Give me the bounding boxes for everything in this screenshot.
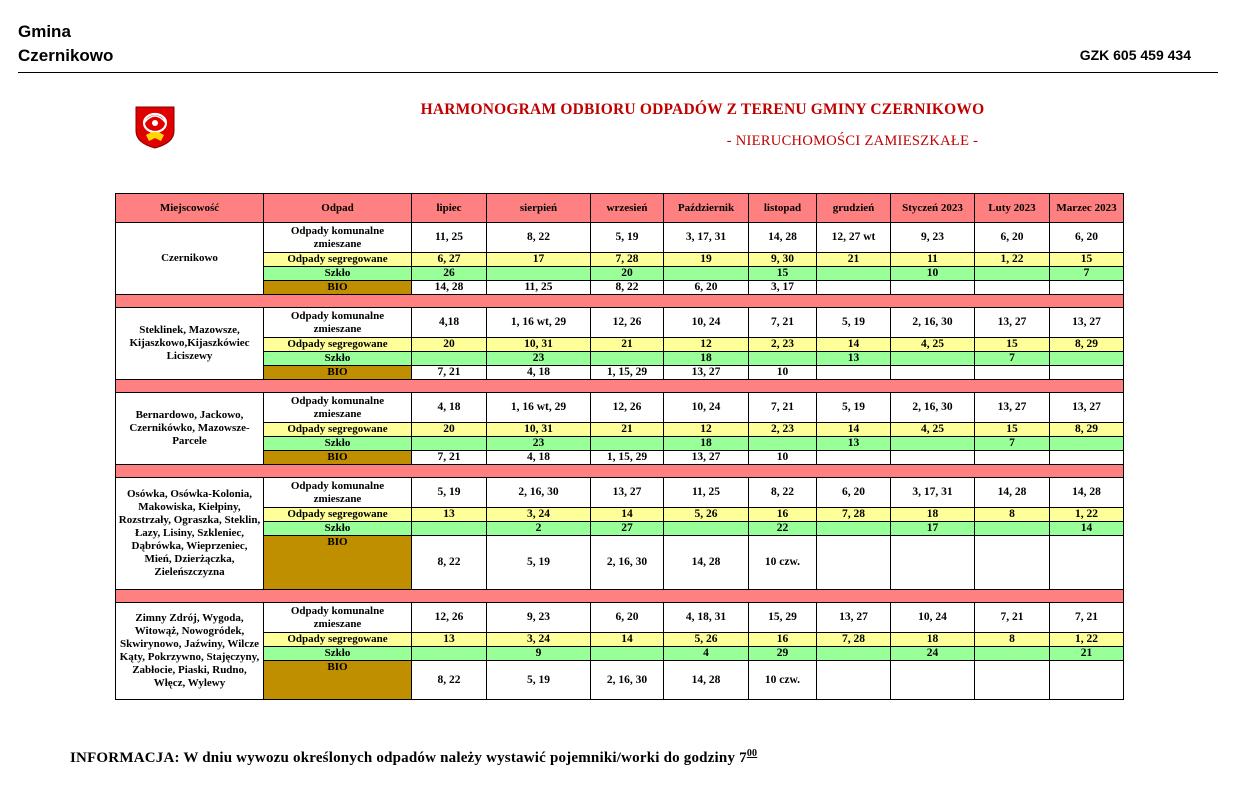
date-cell: 8, 22 [591,281,664,295]
document-title: HARMONOGRAM ODBIORU ODPADÓW Z TERENU GMINY CZERNIKOWO [420,101,985,118]
date-cell: 8, 29 [1050,423,1124,437]
date-cell: 9, 23 [891,223,975,253]
waste-type-cell: Odpady komunalne zmieszane [264,308,412,338]
date-cell: 7, 28 [817,633,891,647]
group-separator-row [116,380,1124,393]
waste-type-cell: BIO [264,451,412,465]
table-row [116,352,1124,366]
date-cell: 4 [664,647,749,661]
date-cell: 7 [975,437,1050,451]
date-cell: 13 [412,633,487,647]
header-month: grudzień [817,194,891,223]
date-cell: 27 [591,522,664,536]
date-cell [891,281,975,295]
date-cell [817,281,891,295]
date-cell [891,536,975,590]
date-cell: 19 [664,253,749,267]
date-cell [591,647,664,661]
date-cell: 12, 27 wt [817,223,891,253]
date-cell: 2, 16, 30 [487,478,591,508]
date-cell: 14, 28 [975,478,1050,508]
date-cell: 5, 19 [817,393,891,423]
date-cell: 14, 28 [664,661,749,700]
location-cell: Czernikowo [116,223,264,295]
date-cell [487,267,591,281]
date-cell: 17 [891,522,975,536]
date-cell: 12 [664,338,749,352]
date-cell: 21 [817,253,891,267]
date-cell: 1, 15, 29 [591,366,664,380]
date-cell [412,352,487,366]
table-row [116,536,1124,590]
waste-type-cell: Odpady komunalne zmieszane [264,603,412,633]
date-cell: 14, 28 [1050,478,1124,508]
municipality-line1: Gmina [18,22,71,41]
date-cell: 2, 23 [749,338,817,352]
date-cell: 10 [891,267,975,281]
date-cell [591,437,664,451]
date-cell: 13, 27 [1050,393,1124,423]
date-cell: 21 [1050,647,1124,661]
date-cell [749,352,817,366]
date-cell: 13 [817,437,891,451]
header-month: Luty 2023 [975,194,1050,223]
date-cell: 6, 20 [1050,223,1124,253]
date-cell [1050,536,1124,590]
date-cell [817,522,891,536]
date-cell: 21 [591,338,664,352]
waste-type-cell: Odpady segregowane [264,633,412,647]
contact-phone: GZK 605 459 434 [1079,47,1191,63]
date-cell: 1, 16 wt, 29 [487,308,591,338]
date-cell: 10, 31 [487,423,591,437]
date-cell: 12 [664,423,749,437]
date-cell: 14 [591,633,664,647]
header-month: lipiec [412,194,487,223]
date-cell: 15 [975,338,1050,352]
date-cell: 13 [817,352,891,366]
date-cell: 2, 23 [749,423,817,437]
date-cell: 20 [591,267,664,281]
location-cell: Bernardowo, Jackowo, Czernikówko, Mazowsze-Parcele [116,393,264,465]
location-cell: Osówka, Osówka-Kolonia, Makowiska, Kiełpiny, Rozstrzały, Ograszka, Steklin, Łazy, Lisiny, Szkleniec, Dąbrówka, Wieprzeniec, Mień, Dzierżączka, Zieleńszczyzna [116,478,264,590]
date-cell: 6, 20 [975,223,1050,253]
date-cell: 11, 25 [412,223,487,253]
date-cell [975,647,1050,661]
date-cell: 4, 18 [412,393,487,423]
date-cell: 20 [412,423,487,437]
waste-type-cell: Szkło [264,352,412,366]
date-cell [817,647,891,661]
date-cell [975,267,1050,281]
date-cell: 8, 22 [412,536,487,590]
separator-cell [116,590,1124,603]
group-separator-row [116,465,1124,478]
table-row [116,366,1124,380]
date-cell: 7, 21 [1050,603,1124,633]
date-cell: 13, 27 [817,603,891,633]
date-cell: 7 [1050,267,1124,281]
date-cell: 13, 27 [664,451,749,465]
date-cell: 5, 19 [487,661,591,700]
waste-type-cell: Szkło [264,647,412,661]
table-row [116,267,1124,281]
waste-type-cell: BIO [264,281,412,295]
info-text: INFORMACJA: W dniu wywozu określonych odpadów należy wystawić pojemniki/worki do godziny 7 [70,750,747,766]
date-cell: 7, 28 [817,508,891,522]
date-cell: 13, 27 [1050,308,1124,338]
header-month: listopad [749,194,817,223]
date-cell: 5, 26 [664,508,749,522]
date-cell: 12, 26 [412,603,487,633]
date-cell: 3, 17 [749,281,817,295]
waste-type-cell: Odpady komunalne zmieszane [264,478,412,508]
date-cell: 3, 24 [487,508,591,522]
date-cell [891,661,975,700]
date-cell: 6, 20 [817,478,891,508]
table-row [116,223,1124,253]
waste-type-cell: Szkło [264,267,412,281]
date-cell: 3, 24 [487,633,591,647]
waste-type-cell: Odpady komunalne zmieszane [264,393,412,423]
date-cell: 4, 18, 31 [664,603,749,633]
date-cell: 4, 18 [487,451,591,465]
waste-type-cell: Odpady segregowane [264,253,412,267]
date-cell: 14 [591,508,664,522]
date-cell: 18 [664,352,749,366]
waste-type-cell: Szkło [264,437,412,451]
header-waste: Odpad [264,194,412,223]
table-row [116,338,1124,352]
date-cell: 15, 29 [749,603,817,633]
date-cell [412,522,487,536]
table-row [116,253,1124,267]
date-cell: 18 [664,437,749,451]
date-cell [664,267,749,281]
table-row [116,508,1124,522]
date-cell: 6, 20 [664,281,749,295]
date-cell [891,437,975,451]
waste-type-cell: Odpady komunalne zmieszane [264,223,412,253]
waste-type-cell: Odpady segregowane [264,423,412,437]
date-cell: 13, 27 [664,366,749,380]
date-cell [412,437,487,451]
date-cell [891,451,975,465]
document-subtitle: - NIERUCHOMOŚCI ZAMIESZKAŁE - [726,133,979,149]
date-cell: 2, 16, 30 [891,393,975,423]
date-cell: 10 [749,451,817,465]
header-month: Styczeń 2023 [891,194,975,223]
date-cell: 7, 21 [412,451,487,465]
date-cell [975,536,1050,590]
waste-type-cell: BIO [264,366,412,380]
date-cell: 26 [412,267,487,281]
date-cell: 11, 25 [664,478,749,508]
date-cell: 12, 26 [591,308,664,338]
waste-type-cell: Odpady segregowane [264,338,412,352]
date-cell: 7, 21 [749,308,817,338]
table-row [116,647,1124,661]
table-row [116,423,1124,437]
header-location: Miejscowość [116,194,264,223]
date-cell: 3, 17, 31 [891,478,975,508]
location-cell: Zimny Zdrój, Wygoda, Witowąż, Nowogródek, Skwirynowo, Jaźwiny, Wilcze Kąty, Pokrzywno, Stajęczyny, Zabłocie, Piaski, Rudno, Włęcz, Wylewy [116,603,264,700]
date-cell: 7, 21 [975,603,1050,633]
date-cell: 6, 20 [591,603,664,633]
date-cell: 4, 25 [891,338,975,352]
group-separator-row [116,295,1124,308]
date-cell: 5, 19 [412,478,487,508]
date-cell: 13, 27 [975,393,1050,423]
separator-cell [116,380,1124,393]
date-cell: 1, 16 wt, 29 [487,393,591,423]
date-cell: 13, 27 [975,308,1050,338]
date-cell [817,661,891,700]
date-cell: 1, 15, 29 [591,451,664,465]
schedule-body [116,223,1124,700]
date-cell [1050,661,1124,700]
date-cell [817,267,891,281]
date-cell: 18 [891,508,975,522]
date-cell: 15 [975,423,1050,437]
table-row [116,393,1124,423]
table-row [116,437,1124,451]
separator-cell [116,295,1124,308]
municipality-name [18,20,113,68]
date-cell: 10 czw. [749,536,817,590]
header-month: Marzec 2023 [1050,194,1124,223]
date-cell [1050,437,1124,451]
header-divider [18,72,1218,73]
date-cell: 21 [591,423,664,437]
date-cell: 8, 29 [1050,338,1124,352]
location-cell: Steklinek, Mazowsze, Kijaszkowo,Kijaszkówiec Liciszewy [116,308,264,380]
date-cell: 18 [891,633,975,647]
table-header-row [116,194,1124,223]
date-cell [817,536,891,590]
date-cell: 17 [487,253,591,267]
date-cell: 10, 31 [487,338,591,352]
date-cell: 10 [749,366,817,380]
date-cell: 14 [817,423,891,437]
date-cell [1050,281,1124,295]
table-row [116,603,1124,633]
date-cell: 9 [487,647,591,661]
table-row [116,522,1124,536]
date-cell: 4,18 [412,308,487,338]
date-cell [1050,451,1124,465]
date-cell: 13 [412,508,487,522]
date-cell: 23 [487,352,591,366]
date-cell [817,451,891,465]
date-cell [817,366,891,380]
date-cell: 10, 24 [891,603,975,633]
date-cell: 23 [487,437,591,451]
date-cell: 7 [975,352,1050,366]
table-row [116,308,1124,338]
date-cell: 29 [749,647,817,661]
municipality-line2: Czernikowo [18,46,114,65]
date-cell: 11, 25 [487,281,591,295]
date-cell: 16 [749,508,817,522]
waste-type-cell: Odpady segregowane [264,508,412,522]
date-cell: 14 [817,338,891,352]
header-month: Październik [664,194,749,223]
date-cell: 20 [412,338,487,352]
date-cell: 1, 22 [975,253,1050,267]
header-month: sierpień [487,194,591,223]
date-cell: 8, 22 [412,661,487,700]
table-row [116,281,1124,295]
date-cell: 14, 28 [412,281,487,295]
date-cell: 5, 19 [591,223,664,253]
date-cell: 2, 16, 30 [891,308,975,338]
date-cell: 13, 27 [591,478,664,508]
date-cell [975,281,1050,295]
info-note [70,748,757,767]
date-cell [975,451,1050,465]
date-cell: 7, 28 [591,253,664,267]
table-row [116,661,1124,700]
date-cell: 4, 18 [487,366,591,380]
date-cell: 5, 19 [817,308,891,338]
date-cell: 22 [749,522,817,536]
collection-schedule-table [115,193,1124,700]
date-cell: 11 [891,253,975,267]
date-cell: 5, 26 [664,633,749,647]
date-cell: 14, 28 [749,223,817,253]
date-cell: 9, 23 [487,603,591,633]
header-month: wrzesień [591,194,664,223]
group-separator-row [116,590,1124,603]
info-hour-superscript: 00 [746,748,758,759]
date-cell: 12, 26 [591,393,664,423]
coat-of-arms-icon [134,105,176,149]
date-cell: 8 [975,633,1050,647]
date-cell: 1, 22 [1050,508,1124,522]
separator-cell [116,465,1124,478]
date-cell [1050,352,1124,366]
date-cell: 15 [1050,253,1124,267]
date-cell: 8 [975,508,1050,522]
waste-type-cell: Szkło [264,522,412,536]
date-cell: 6, 27 [412,253,487,267]
date-cell: 10, 24 [664,393,749,423]
date-cell: 2 [487,522,591,536]
date-cell: 1, 22 [1050,633,1124,647]
table-row [116,633,1124,647]
date-cell [1050,366,1124,380]
date-cell: 2, 16, 30 [591,661,664,700]
date-cell: 9, 30 [749,253,817,267]
date-cell [975,661,1050,700]
date-cell [975,522,1050,536]
date-cell: 14, 28 [664,536,749,590]
date-cell [749,437,817,451]
date-cell: 7, 21 [412,366,487,380]
date-cell: 7, 21 [749,393,817,423]
date-cell: 5, 19 [487,536,591,590]
date-cell [891,366,975,380]
date-cell [664,522,749,536]
date-cell: 4, 25 [891,423,975,437]
date-cell: 24 [891,647,975,661]
date-cell: 14 [1050,522,1124,536]
table-row [116,451,1124,465]
date-cell: 15 [749,267,817,281]
date-cell: 16 [749,633,817,647]
date-cell: 10 czw. [749,661,817,700]
date-cell: 10, 24 [664,308,749,338]
table-row [116,478,1124,508]
date-cell: 8, 22 [749,478,817,508]
waste-type-cell: BIO [264,661,412,700]
date-cell: 2, 16, 30 [591,536,664,590]
date-cell: 8, 22 [487,223,591,253]
date-cell [975,366,1050,380]
date-cell [591,352,664,366]
waste-type-cell: BIO [264,536,412,590]
date-cell [891,352,975,366]
date-cell: 3, 17, 31 [664,223,749,253]
date-cell [412,647,487,661]
